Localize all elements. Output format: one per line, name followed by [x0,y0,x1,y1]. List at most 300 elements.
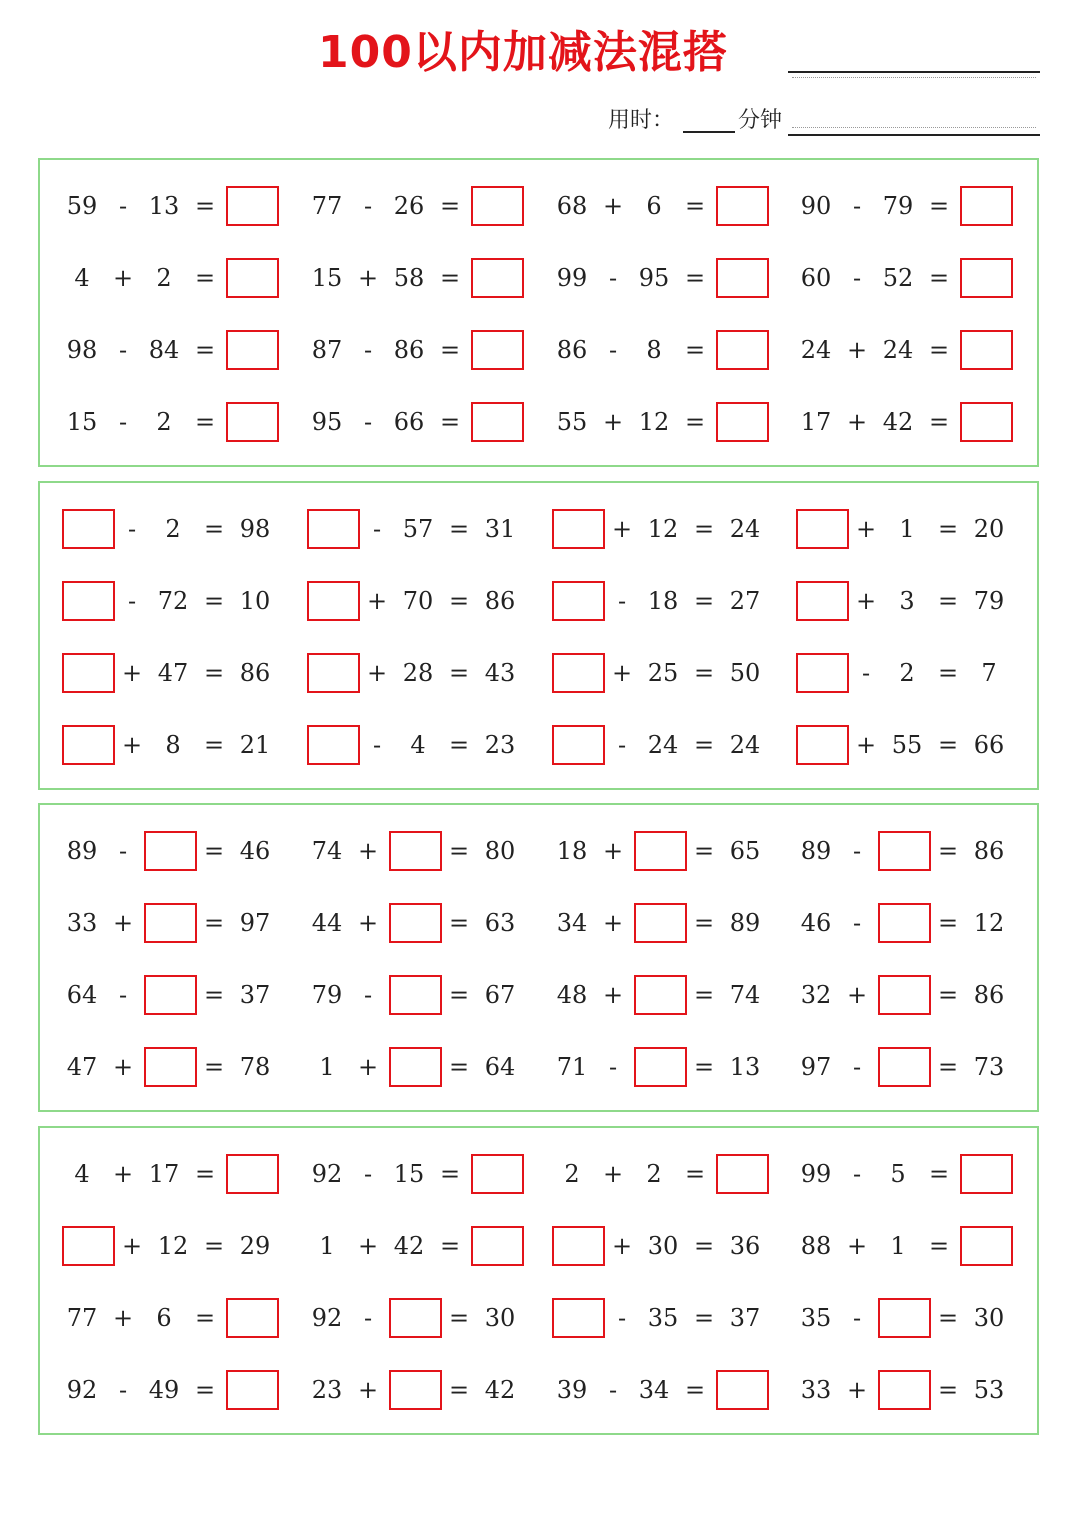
number: 34 [638,1376,670,1404]
answer-box[interactable] [389,1370,442,1410]
operator: - [608,264,618,292]
operator: - [363,336,373,364]
operator: - [852,1304,862,1332]
number: 64 [66,981,98,1009]
operator: - [118,192,128,220]
answer-box[interactable] [960,186,1013,226]
page-title: 100以内加减法混搭 [318,27,728,78]
number: 5 [890,1160,906,1188]
operator: = [439,192,461,220]
number: 99 [556,264,588,292]
answer-box[interactable] [796,725,849,765]
number: 59 [66,192,98,220]
number: 33 [66,909,98,937]
answer-box[interactable] [226,258,279,298]
operator: = [448,837,470,865]
number: 48 [556,981,588,1009]
answer-box[interactable] [878,1047,931,1087]
number: 30 [484,1304,516,1332]
operator: = [684,336,706,364]
operator: + [357,909,379,937]
operator: = [937,1053,959,1081]
number: 30 [973,1304,1005,1332]
answer-box[interactable] [144,831,197,871]
operator: = [203,981,225,1009]
operator: - [363,1304,373,1332]
number: 30 [647,1232,679,1260]
operator: + [602,837,624,865]
answer-box[interactable] [878,1298,931,1338]
answer-box[interactable] [552,653,605,693]
number: 79 [973,587,1005,615]
answer-box[interactable] [389,831,442,871]
number: 63 [484,909,516,937]
operator: = [448,659,470,687]
number: 39 [556,1376,588,1404]
answer-box[interactable] [471,1226,524,1266]
operator: = [194,408,216,436]
answer-box[interactable] [878,1370,931,1410]
time-underline [788,134,1040,136]
operator: = [937,909,959,937]
operator: - [363,408,373,436]
operator: = [439,336,461,364]
number: 97 [800,1053,832,1081]
number: 17 [800,408,832,436]
operator: + [846,981,868,1009]
answer-box[interactable] [716,1154,769,1194]
number: 86 [393,336,425,364]
operator: + [366,587,388,615]
operator: + [112,909,134,937]
operator: + [112,1304,134,1332]
number: 89 [66,837,98,865]
answer-box[interactable] [389,1047,442,1087]
number: 58 [393,264,425,292]
number: 70 [402,587,434,615]
operator: = [203,731,225,759]
number: 44 [311,909,343,937]
operator: - [363,981,373,1009]
number: 86 [556,336,588,364]
operator: + [357,264,379,292]
operator: = [693,515,715,543]
answer-box[interactable] [552,581,605,621]
operator: - [372,515,382,543]
operator: + [602,408,624,436]
operator: + [121,659,143,687]
number: 77 [311,192,343,220]
number: 24 [647,731,679,759]
number: 12 [157,1232,189,1260]
operator: + [855,587,877,615]
operator: - [852,1160,862,1188]
answer-box[interactable] [960,1154,1013,1194]
operator: = [937,731,959,759]
operator: - [617,587,627,615]
number: 43 [484,659,516,687]
operator: - [363,1160,373,1188]
operator: = [693,659,715,687]
answer-box[interactable] [634,975,687,1015]
operator: - [852,837,862,865]
number: 2 [156,408,172,436]
number: 15 [66,408,98,436]
operator: = [684,192,706,220]
number: 4 [410,731,426,759]
operator: + [855,731,877,759]
answer-box[interactable] [960,402,1013,442]
number: 74 [311,837,343,865]
number: 25 [647,659,679,687]
number: 1 [319,1232,335,1260]
answer-box[interactable] [144,975,197,1015]
number: 15 [311,264,343,292]
answer-box[interactable] [716,402,769,442]
operator: = [448,1376,470,1404]
answer-box[interactable] [960,1226,1013,1266]
answer-box[interactable] [62,653,115,693]
operator: = [693,587,715,615]
number: 4 [74,264,90,292]
number: 87 [311,336,343,364]
number: 6 [156,1304,172,1332]
number: 24 [729,515,761,543]
answer-box[interactable] [226,1370,279,1410]
answer-box[interactable] [878,975,931,1015]
answer-box[interactable] [307,509,360,549]
operator: = [693,1232,715,1260]
number: 7 [981,659,997,687]
operator: - [118,408,128,436]
operator: = [203,587,225,615]
number: 92 [66,1376,98,1404]
number: 97 [239,909,271,937]
operator: = [194,336,216,364]
number: 50 [729,659,761,687]
operator: - [127,587,137,615]
operator: - [127,515,137,543]
number: 1 [319,1053,335,1081]
operator: = [937,837,959,865]
operator: - [118,981,128,1009]
operator: + [112,264,134,292]
answer-box[interactable] [144,903,197,943]
answer-box[interactable] [960,258,1013,298]
answer-box[interactable] [226,1154,279,1194]
answer-box[interactable] [878,903,931,943]
operator: = [928,192,950,220]
number: 57 [402,515,434,543]
number: 84 [148,336,180,364]
answer-box[interactable] [62,581,115,621]
number: 26 [393,192,425,220]
number: 33 [800,1376,832,1404]
number: 42 [393,1232,425,1260]
operator: = [439,264,461,292]
operator: - [118,1376,128,1404]
answer-box[interactable] [796,581,849,621]
operator: = [448,981,470,1009]
answer-box[interactable] [471,258,524,298]
answer-box[interactable] [471,330,524,370]
operator: + [366,659,388,687]
number: 2 [156,264,172,292]
operator: + [846,1376,868,1404]
number: 24 [729,731,761,759]
number: 79 [311,981,343,1009]
number: 66 [973,731,1005,759]
operator: - [617,1304,627,1332]
operator: + [121,731,143,759]
operator: - [608,1053,618,1081]
operator: - [852,1053,862,1081]
number: 20 [973,515,1005,543]
operator: - [852,264,862,292]
number: 78 [239,1053,271,1081]
answer-box[interactable] [716,330,769,370]
operator: = [439,1160,461,1188]
answer-box[interactable] [389,903,442,943]
number: 27 [729,587,761,615]
operator: + [611,1232,633,1260]
number: 86 [973,981,1005,1009]
operator: = [937,587,959,615]
answer-box[interactable] [796,653,849,693]
number: 46 [239,837,271,865]
operator: = [203,837,225,865]
name-underline[interactable] [788,71,1040,73]
number: 2 [564,1160,580,1188]
answer-box[interactable] [389,975,442,1015]
number: 10 [239,587,271,615]
number: 74 [729,981,761,1009]
answer-box[interactable] [226,330,279,370]
operator: - [608,1376,618,1404]
operator: = [194,1304,216,1332]
answer-box[interactable] [634,831,687,871]
time-blank[interactable] [683,131,735,133]
number: 23 [311,1376,343,1404]
operator: = [693,909,715,937]
number: 92 [311,1160,343,1188]
number: 21 [239,731,271,759]
operator: + [121,1232,143,1260]
answer-box[interactable] [878,831,931,871]
answer-box[interactable] [226,402,279,442]
number: 37 [729,1304,761,1332]
operator: + [611,515,633,543]
answer-box[interactable] [471,402,524,442]
answer-box[interactable] [471,186,524,226]
number: 86 [239,659,271,687]
number: 90 [800,192,832,220]
operator: = [194,1160,216,1188]
operator: + [846,1232,868,1260]
operator: - [852,192,862,220]
number: 34 [556,909,588,937]
number: 1 [899,515,915,543]
operator: - [363,192,373,220]
answer-box[interactable] [389,1298,442,1338]
operator: + [602,1160,624,1188]
operator: = [693,731,715,759]
number: 98 [66,336,98,364]
number: 6 [646,192,662,220]
answer-box[interactable] [471,1154,524,1194]
number: 68 [556,192,588,220]
operator: - [118,837,128,865]
number: 24 [800,336,832,364]
answer-box[interactable] [716,1370,769,1410]
operator: = [693,1304,715,1332]
answer-box[interactable] [716,186,769,226]
answer-box[interactable] [62,725,115,765]
operator: - [118,336,128,364]
number: 60 [800,264,832,292]
number: 79 [882,192,914,220]
operator: + [855,515,877,543]
operator: + [357,837,379,865]
number: 37 [239,981,271,1009]
number: 98 [239,515,271,543]
operator: = [684,408,706,436]
answer-box[interactable] [307,581,360,621]
operator: = [194,192,216,220]
operator: = [693,837,715,865]
operator: = [439,408,461,436]
number: 13 [148,192,180,220]
answer-box[interactable] [144,1047,197,1087]
operator: = [203,1232,225,1260]
operator: + [602,981,624,1009]
operator: - [372,731,382,759]
operator: + [357,1376,379,1404]
operator: + [112,1160,134,1188]
number: 89 [729,909,761,937]
operator: = [928,336,950,364]
operator: = [448,515,470,543]
number: 73 [973,1053,1005,1081]
operator: = [928,408,950,436]
number: 86 [484,587,516,615]
operator: = [928,1232,950,1260]
operator: = [928,1160,950,1188]
answer-box[interactable] [62,509,115,549]
answer-box[interactable] [226,186,279,226]
operator: = [448,909,470,937]
number: 12 [973,909,1005,937]
operator: = [194,1376,216,1404]
number: 2 [646,1160,662,1188]
number: 15 [393,1160,425,1188]
operator: = [448,731,470,759]
answer-box[interactable] [307,725,360,765]
operator: = [928,264,950,292]
answer-box[interactable] [226,1298,279,1338]
number: 8 [646,336,662,364]
answer-box[interactable] [552,1226,605,1266]
answer-box[interactable] [552,1298,605,1338]
number: 32 [800,981,832,1009]
number: 18 [556,837,588,865]
number: 1 [890,1232,906,1260]
operator: = [693,1053,715,1081]
number: 3 [899,587,915,615]
operator: - [861,659,871,687]
number: 88 [800,1232,832,1260]
number: 2 [899,659,915,687]
answer-box[interactable] [552,509,605,549]
answer-box[interactable] [552,725,605,765]
number: 28 [402,659,434,687]
number: 36 [729,1232,761,1260]
operator: + [611,659,633,687]
time-dotted-line [792,127,1036,128]
answer-box[interactable] [960,330,1013,370]
operator: = [439,1232,461,1260]
number: 35 [800,1304,832,1332]
number: 67 [484,981,516,1009]
operator: + [357,1053,379,1081]
operator: = [937,1376,959,1404]
operator: = [937,981,959,1009]
number: 24 [882,336,914,364]
number: 80 [484,837,516,865]
answer-box[interactable] [634,1047,687,1087]
number: 65 [729,837,761,865]
operator: - [852,909,862,937]
operator: + [846,336,868,364]
operator: + [602,192,624,220]
number: 12 [647,515,679,543]
number: 95 [638,264,670,292]
operator: = [937,1304,959,1332]
number: 49 [148,1376,180,1404]
number: 47 [66,1053,98,1081]
operator: = [203,909,225,937]
number: 18 [647,587,679,615]
operator: = [448,1053,470,1081]
operator: - [608,336,618,364]
number: 42 [882,408,914,436]
number: 92 [311,1304,343,1332]
number: 12 [638,408,670,436]
number: 64 [484,1053,516,1081]
number: 4 [74,1160,90,1188]
number: 71 [556,1053,588,1081]
answer-box[interactable] [796,509,849,549]
operator: - [617,731,627,759]
number: 2 [165,515,181,543]
number: 77 [66,1304,98,1332]
operator: + [357,1232,379,1260]
operator: = [448,587,470,615]
operator: = [684,1160,706,1188]
number: 86 [973,837,1005,865]
answer-box[interactable] [62,1226,115,1266]
answer-box[interactable] [716,258,769,298]
answer-box[interactable] [634,903,687,943]
number: 55 [891,731,923,759]
operator: = [203,515,225,543]
operator: = [203,659,225,687]
number: 99 [800,1160,832,1188]
answer-box[interactable] [307,653,360,693]
number: 8 [165,731,181,759]
operator: = [937,659,959,687]
number: 35 [647,1304,679,1332]
